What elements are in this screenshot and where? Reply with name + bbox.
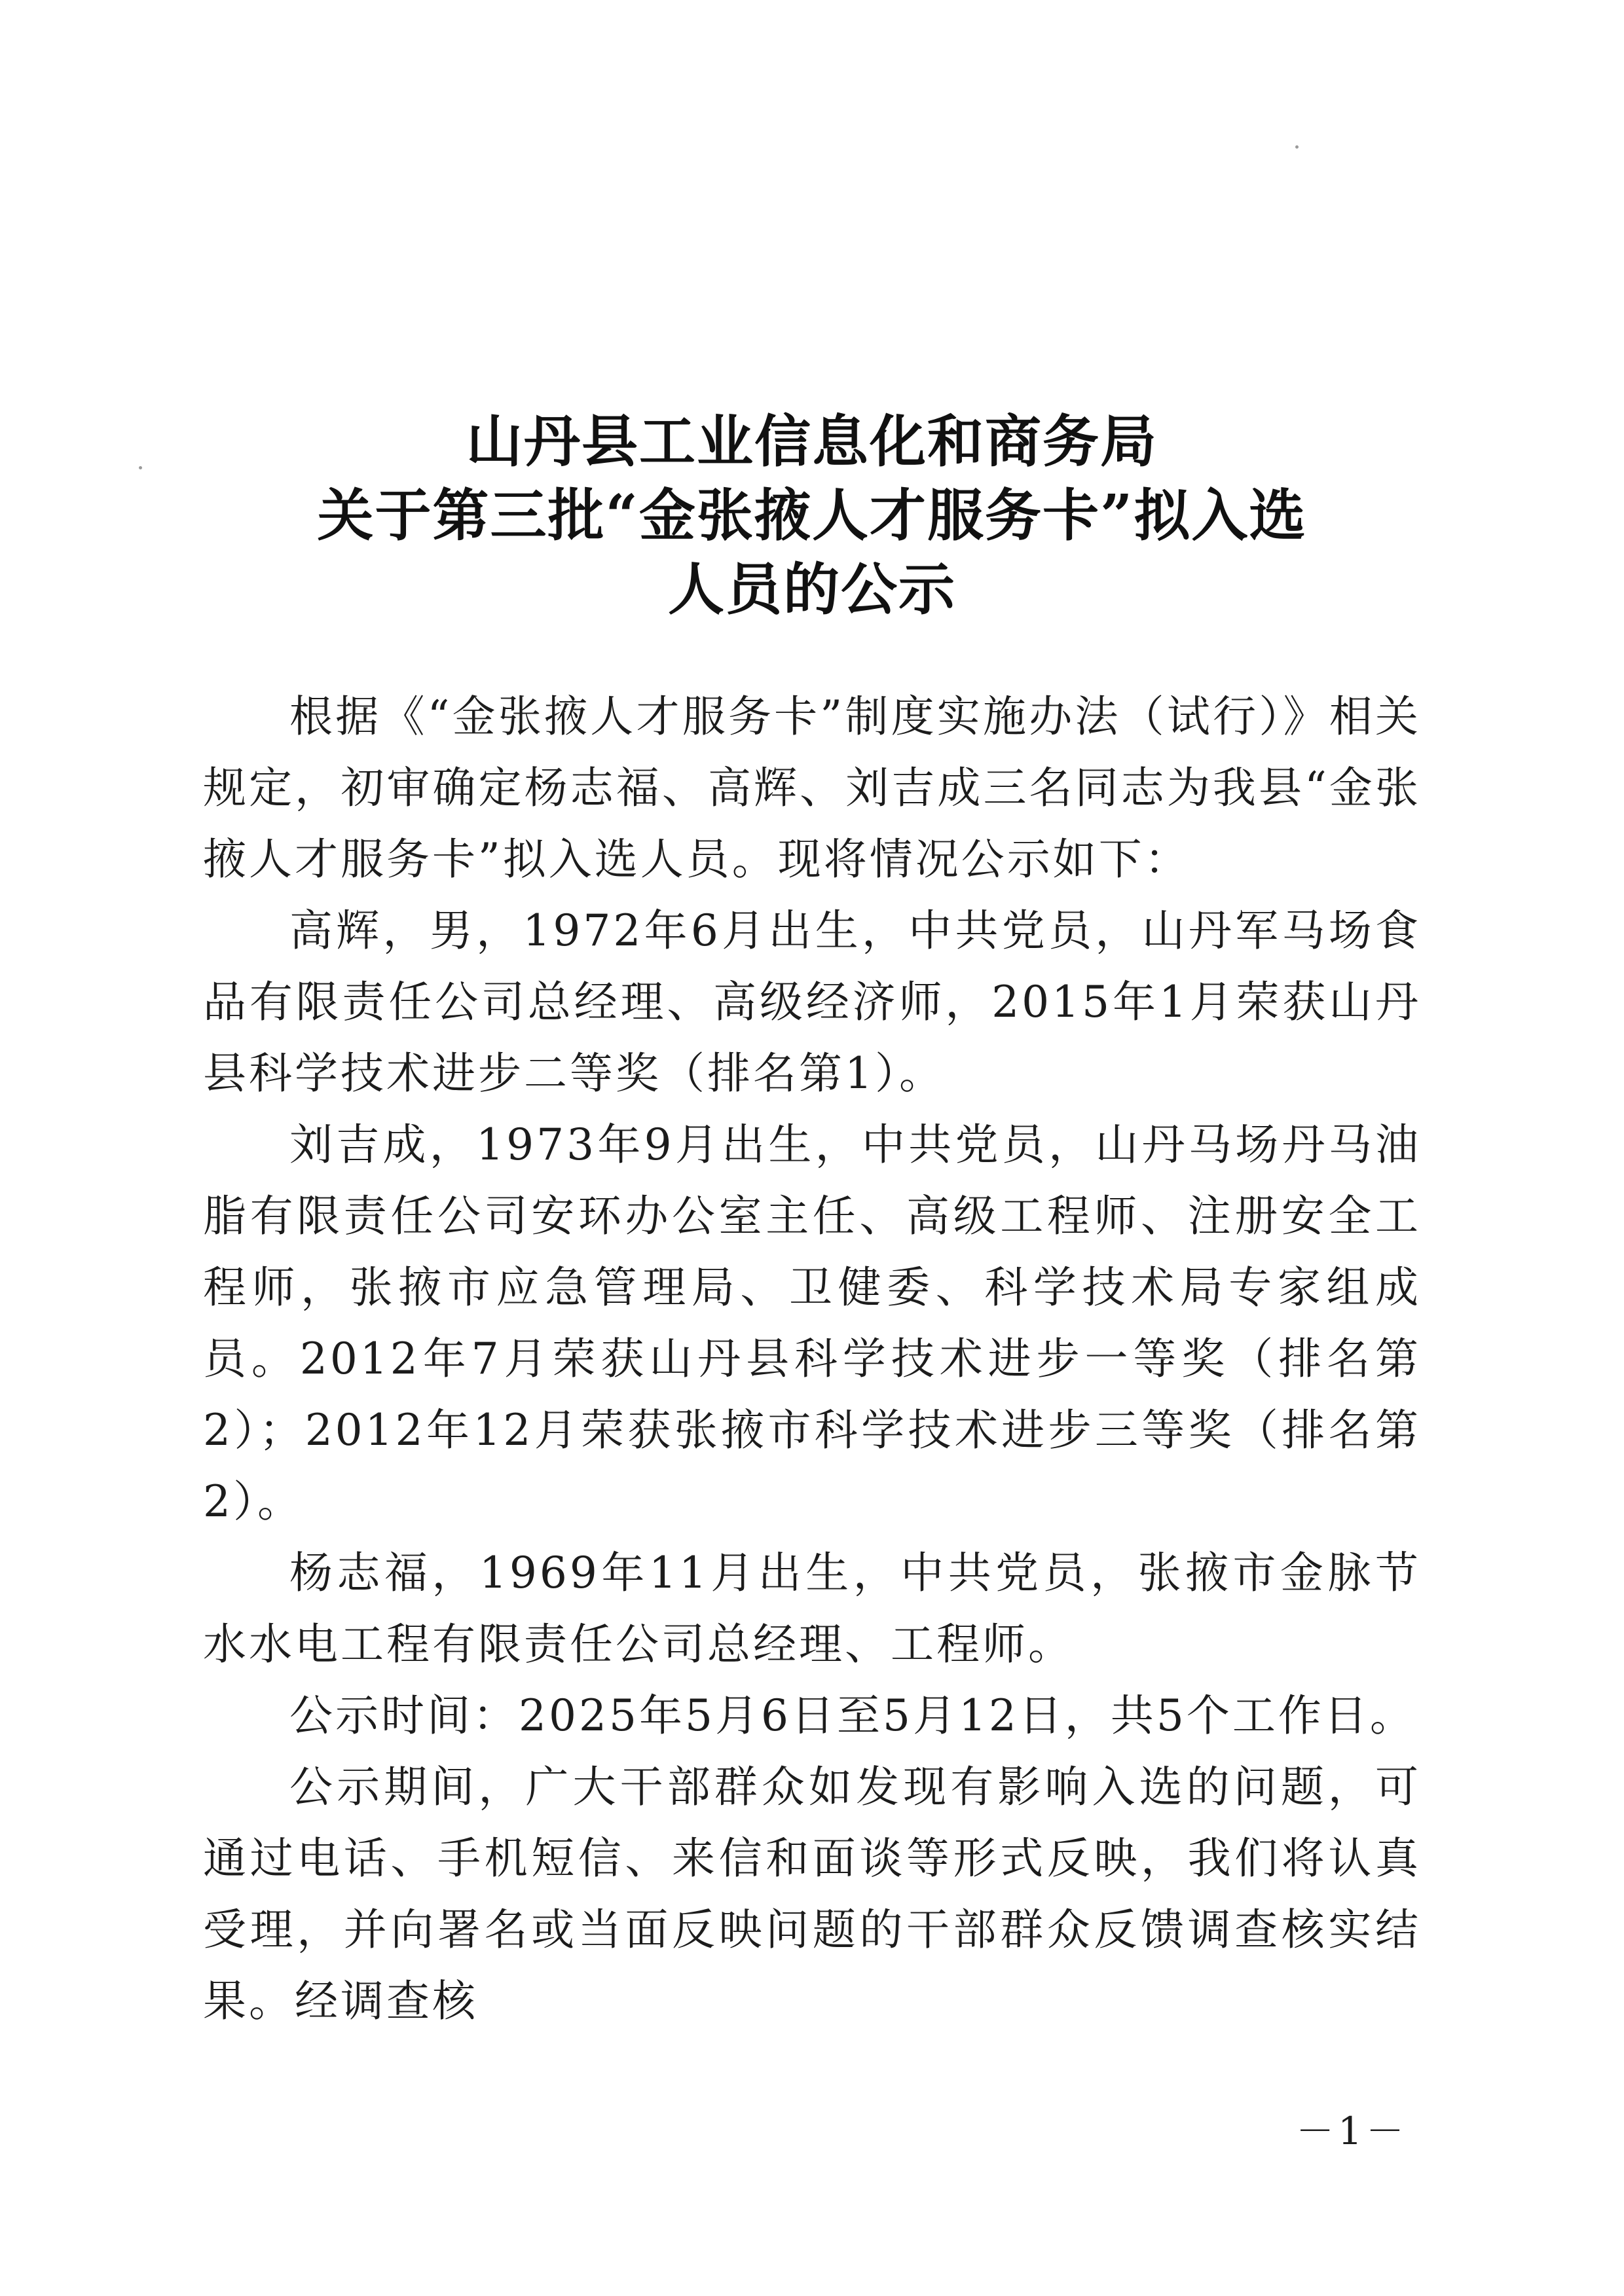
title-line-3: 人员的公示 bbox=[668, 556, 956, 623]
paragraph-yang-zhifu: 杨志福，1969年11月出生，中共党员，张掖市金脉节水水电工程有限责任公司总经理、工程师。 bbox=[203, 1548, 1421, 1669]
title-line-1: 山丹县工业信息化和商务局 bbox=[466, 408, 1158, 475]
scan-speck bbox=[1295, 145, 1299, 149]
paragraph-gao-hui: 高辉，男，1972年6月出生，中共党员，山丹军马场食品有限责任公司总经理、高级经济师，2015年1月荣获山丹县科学技术进步二等奖（排名第1）。 bbox=[203, 905, 1421, 1099]
document-body bbox=[203, 681, 1421, 2037]
paragraph-liu-jicheng: 刘吉成，1973年9月出生，中共党员，山丹马场丹马油脂有限责任公司安环办公室主任、高级工程师、注册安全工程师，张掖市应急管理局、卫健委、科学技术局专家组成员。2012年7月荣获山丹县科学技术进步一等奖（排名第2）；2012年12月荣获张掖市科学技术进步三等奖（排名第2）。 bbox=[203, 1120, 1421, 1527]
paragraph-intro: 根据《“金张掖人才服务卡”制度实施办法（试行）》相关规定，初审确定杨志福、高辉、刘吉成三名同志为我县“金张掖人才服务卡”拟入选人员。现将情况公示如下： bbox=[203, 691, 1421, 884]
document-title bbox=[0, 405, 1624, 627]
title-line-2: 关于第三批“金张掖人才服务卡”拟入选 bbox=[317, 482, 1307, 549]
paragraph-feedback: 公示期间，广大干部群众如发现有影响入选的问题，可通过电话、手机短信、来信和面谈等形式反映，我们将认真受理，并向署名或当面反映问题的干部群众反馈调查核实结果。经调查核 bbox=[203, 1762, 1421, 2026]
page-number: －1－ bbox=[1296, 2109, 1408, 2153]
paragraph-publicity-period: 公示时间：2025年5月6日至5月12日，共5个工作日。 bbox=[289, 1690, 1416, 1741]
